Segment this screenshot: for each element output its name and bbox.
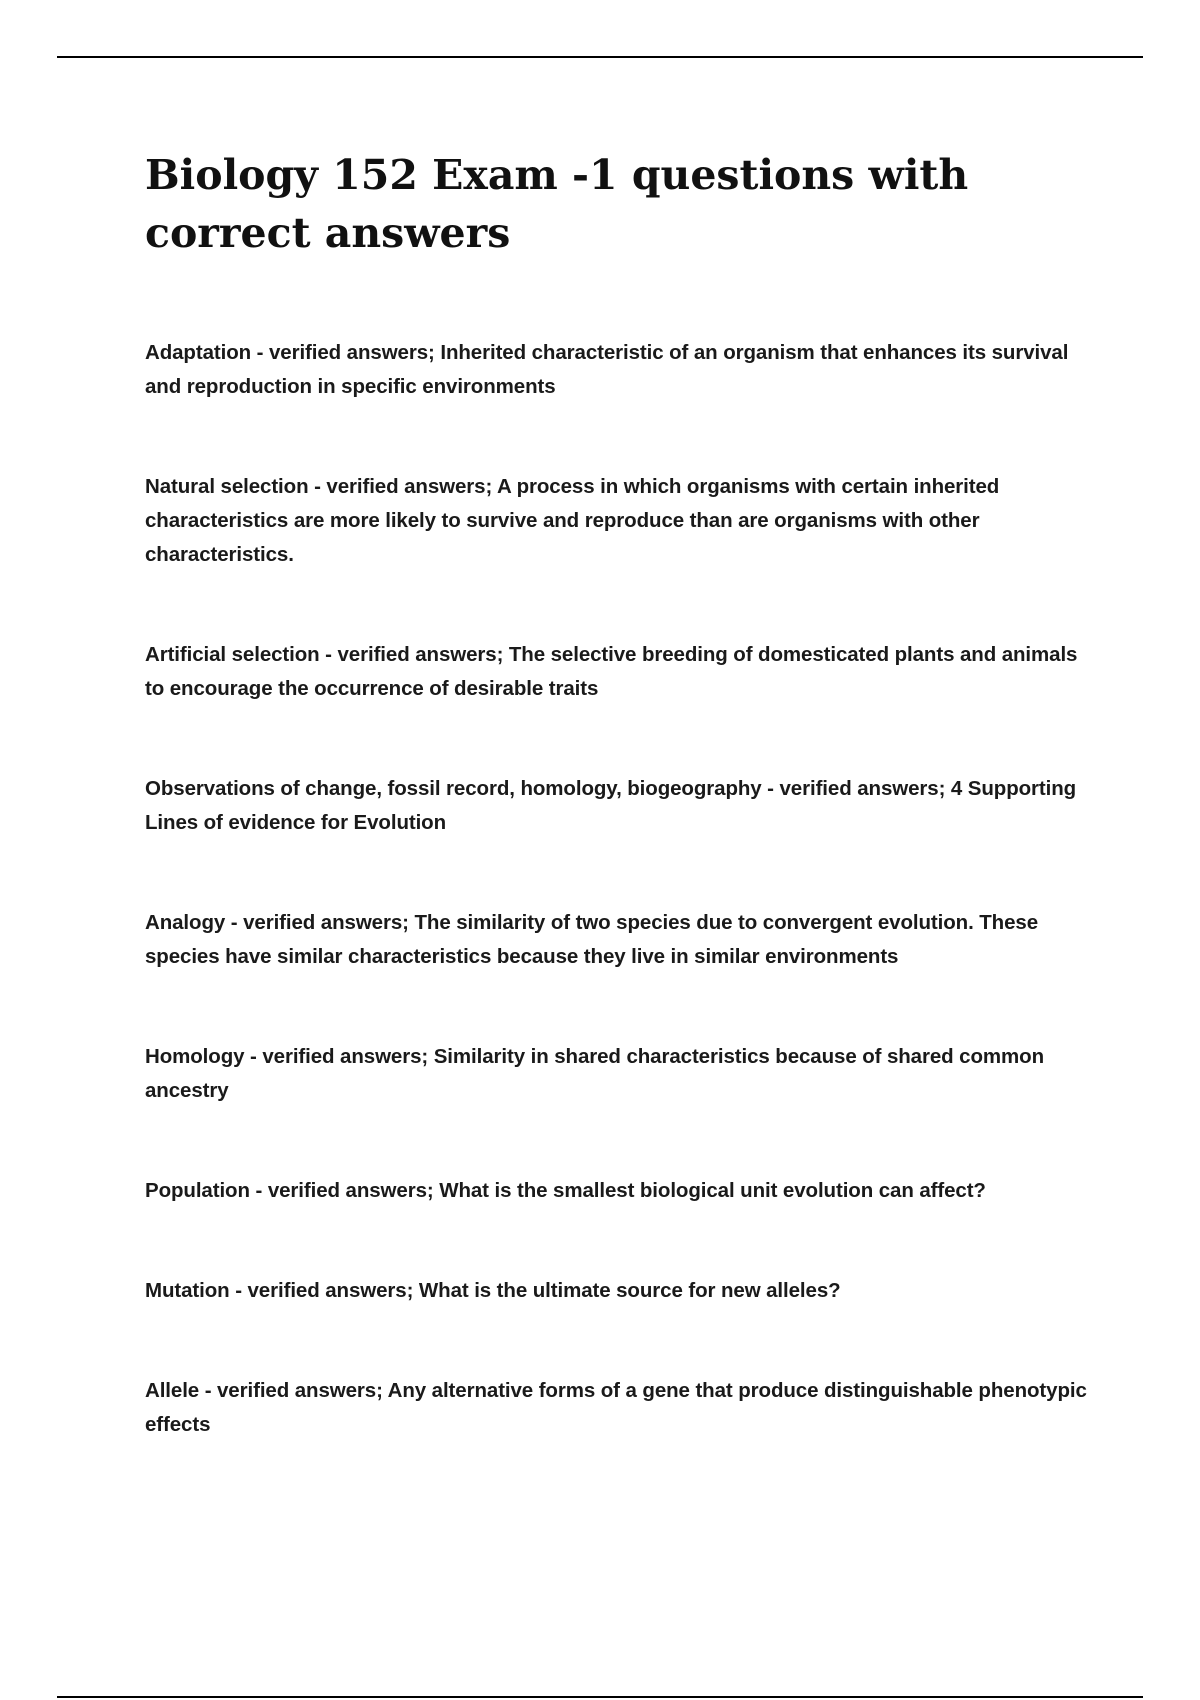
header-rule (57, 56, 1143, 58)
qa-item-allele: Allele - verified answers; Any alternative forms of a gene that produce distinguishable phenotypic effects (145, 1379, 1087, 1436)
document-title: Biology 152 Exam -1 questions with correct answers (145, 151, 969, 257)
qa-item-homology: Homology - verified answers; Similarity in shared characteristics because of shared common ancestry (145, 1045, 1045, 1102)
qa-item-evidence-for-evolution: Observations of change, fossil record, homology, biogeography - verified answers; 4 Supporting Lines of evidence for Evolution (145, 777, 1077, 834)
qa-item-adaptation: Adaptation - verified answers; Inherited characteristic of an organism that enhances its survival and reproduction in specific environments (145, 341, 1069, 398)
qa-list (145, 336, 1090, 1442)
qa-item-artificial-selection: Artificial selection - verified answers; The selective breeding of domesticated plants and animals to encourage the occurrence of desirable traits (145, 643, 1078, 700)
qa-item-natural-selection: Natural selection - verified answers; A process in which organisms with certain inherited characteristics are more likely to survive and reproduce than are organisms with other characteristics. (145, 475, 1000, 566)
qa-item-mutation: Mutation - verified answers; What is the ultimate source for new alleles? (145, 1279, 841, 1302)
qa-item-population: Population - verified answers; What is the smallest biological unit evolution can affect? (145, 1179, 986, 1202)
qa-item-analogy: Analogy - verified answers; The similarity of two species due to convergent evolution. These species have similar characteristics because they live in similar environments (145, 911, 1039, 968)
footer-rule (57, 1696, 1143, 1698)
